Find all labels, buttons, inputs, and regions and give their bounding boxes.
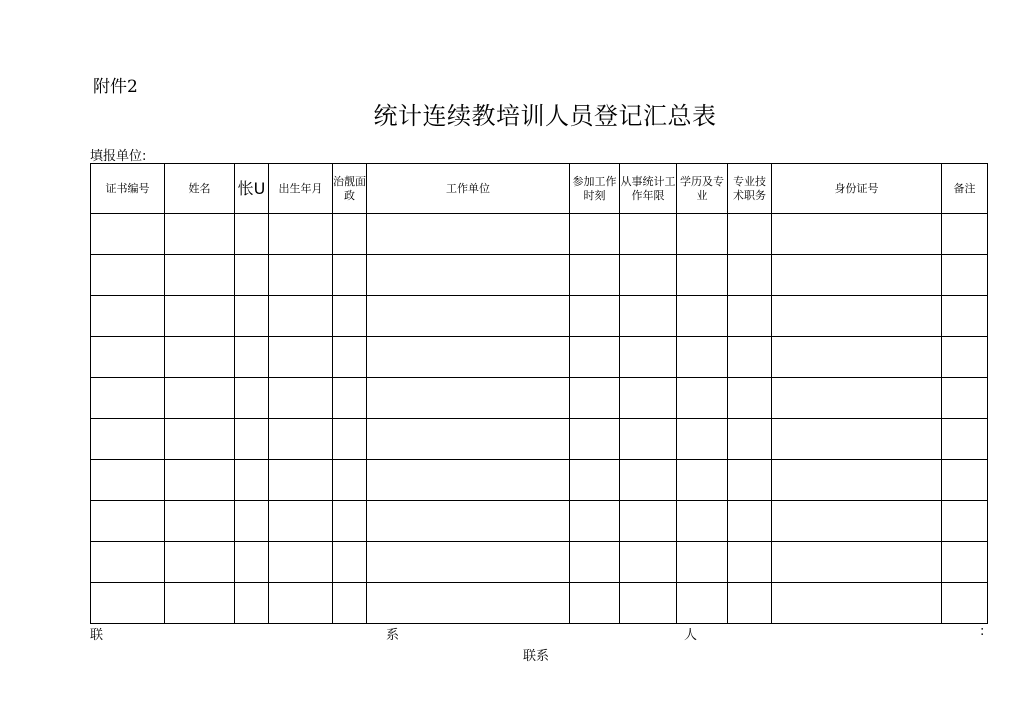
table-cell[interactable] (269, 378, 333, 419)
table-cell[interactable] (677, 214, 728, 255)
table-cell[interactable] (620, 337, 677, 378)
table-cell[interactable] (269, 501, 333, 542)
table-row (91, 378, 988, 419)
table-cell[interactable] (570, 255, 620, 296)
table-cell[interactable] (333, 501, 367, 542)
table-cell[interactable] (333, 419, 367, 460)
table-cell[interactable] (728, 419, 772, 460)
footer-contact-line2: 联系 (523, 649, 550, 664)
table-cell[interactable] (269, 296, 333, 337)
page-title: 统计连续教培训人员登记汇总表 (373, 102, 717, 130)
table-cell[interactable] (367, 255, 570, 296)
table-row (91, 214, 988, 255)
table-cell[interactable] (333, 337, 367, 378)
attachment-label: 附件2 (93, 77, 138, 97)
table-cell[interactable] (620, 419, 677, 460)
table-cell[interactable] (570, 542, 620, 583)
table-row (91, 501, 988, 542)
table-cell[interactable] (269, 337, 333, 378)
header-stat-years: 从事统计工作年限 (620, 164, 677, 214)
table-cell[interactable] (333, 542, 367, 583)
table-cell[interactable] (235, 378, 269, 419)
table-cell[interactable] (772, 378, 942, 419)
table-cell[interactable] (942, 460, 988, 501)
table-cell[interactable] (620, 460, 677, 501)
table-cell[interactable] (728, 583, 772, 624)
table-cell[interactable] (677, 419, 728, 460)
table-cell[interactable] (165, 542, 235, 583)
table-cell[interactable] (570, 296, 620, 337)
table-cell[interactable] (91, 460, 165, 501)
footer-contact-char2: 系 (386, 628, 400, 643)
fill-unit-label: 填报单位: (90, 149, 147, 164)
table-cell[interactable] (165, 419, 235, 460)
table-cell[interactable] (91, 501, 165, 542)
table-cell[interactable] (942, 255, 988, 296)
table-cell[interactable] (620, 255, 677, 296)
table-cell[interactable] (367, 542, 570, 583)
table-cell[interactable] (728, 296, 772, 337)
table-cell[interactable] (772, 255, 942, 296)
table-cell[interactable] (91, 296, 165, 337)
table-cell[interactable] (942, 501, 988, 542)
table-cell[interactable] (620, 542, 677, 583)
table-cell[interactable] (165, 337, 235, 378)
table-cell[interactable] (235, 337, 269, 378)
table-cell[interactable] (165, 378, 235, 419)
table-cell[interactable] (165, 501, 235, 542)
table-row (91, 296, 988, 337)
table-cell[interactable] (91, 255, 165, 296)
table-cell[interactable] (235, 583, 269, 624)
table-cell[interactable] (942, 419, 988, 460)
table-cell[interactable] (620, 501, 677, 542)
table-cell[interactable] (772, 419, 942, 460)
table-cell[interactable] (728, 255, 772, 296)
table-cell[interactable] (333, 296, 367, 337)
header-title: 专业技术职务 (728, 164, 772, 214)
table-row (91, 337, 988, 378)
table-cell[interactable] (942, 378, 988, 419)
table-cell[interactable] (772, 337, 942, 378)
header-name: 姓名 (165, 164, 235, 214)
table-cell[interactable] (677, 501, 728, 542)
table-cell[interactable] (728, 214, 772, 255)
table-cell[interactable] (91, 542, 165, 583)
table-cell[interactable] (367, 296, 570, 337)
header-gender: 怅U (235, 164, 269, 214)
table-cell[interactable] (942, 583, 988, 624)
table-cell[interactable] (367, 583, 570, 624)
header-education: 学历及专业 (677, 164, 728, 214)
table-cell[interactable] (367, 419, 570, 460)
table-cell[interactable] (570, 419, 620, 460)
table-cell[interactable] (677, 460, 728, 501)
registration-table (90, 163, 988, 624)
table-cell[interactable] (165, 214, 235, 255)
table-cell[interactable] (235, 460, 269, 501)
table-cell[interactable] (333, 378, 367, 419)
header-cert-no: 证书编号 (91, 164, 165, 214)
table-cell[interactable] (942, 296, 988, 337)
table-cell[interactable] (367, 378, 570, 419)
table-cell[interactable] (620, 296, 677, 337)
table-cell[interactable] (367, 214, 570, 255)
table-cell[interactable] (570, 501, 620, 542)
table-cell[interactable] (269, 542, 333, 583)
footer-contact-char3: 人 (684, 628, 698, 643)
table-cell[interactable] (677, 337, 728, 378)
table-cell[interactable] (570, 214, 620, 255)
table-cell[interactable] (91, 337, 165, 378)
table-cell[interactable] (91, 419, 165, 460)
table-cell[interactable] (235, 296, 269, 337)
table-cell[interactable] (269, 255, 333, 296)
table-cell[interactable] (235, 255, 269, 296)
table-cell[interactable] (165, 460, 235, 501)
table-cell[interactable] (570, 378, 620, 419)
table-cell[interactable] (772, 583, 942, 624)
table-cell[interactable] (269, 214, 333, 255)
table-row (91, 419, 988, 460)
table-cell[interactable] (165, 583, 235, 624)
table-cell[interactable] (367, 460, 570, 501)
header-work-start: 参加工作时刻 (570, 164, 620, 214)
table-cell[interactable] (333, 583, 367, 624)
table-cell[interactable] (570, 583, 620, 624)
table-cell[interactable] (942, 214, 988, 255)
table-row (91, 542, 988, 583)
table-cell[interactable] (333, 214, 367, 255)
table-header-row (91, 164, 988, 214)
table-cell[interactable] (772, 460, 942, 501)
table-cell[interactable] (728, 460, 772, 501)
table-cell[interactable] (728, 542, 772, 583)
table-cell[interactable] (269, 419, 333, 460)
table-cell[interactable] (235, 419, 269, 460)
table-cell[interactable] (677, 542, 728, 583)
header-remarks: 备注 (942, 164, 988, 214)
table-cell[interactable] (91, 214, 165, 255)
header-workplace: 工作单位 (367, 164, 570, 214)
table-cell[interactable] (235, 542, 269, 583)
table-cell[interactable] (620, 214, 677, 255)
table-cell[interactable] (728, 337, 772, 378)
table-cell[interactable] (772, 501, 942, 542)
table-cell[interactable] (333, 460, 367, 501)
table-cell[interactable] (269, 583, 333, 624)
table-cell[interactable] (235, 501, 269, 542)
table-cell[interactable] (942, 337, 988, 378)
table-cell[interactable] (728, 378, 772, 419)
table-cell[interactable] (677, 296, 728, 337)
table-cell[interactable] (165, 255, 235, 296)
table-cell[interactable] (367, 501, 570, 542)
table-cell[interactable] (677, 255, 728, 296)
table-cell[interactable] (235, 214, 269, 255)
header-birth: 出生年月 (269, 164, 333, 214)
table-cell[interactable] (772, 296, 942, 337)
table-cell[interactable] (570, 337, 620, 378)
table-cell[interactable] (620, 583, 677, 624)
table-cell[interactable] (333, 255, 367, 296)
table-cell[interactable] (772, 214, 942, 255)
table-cell[interactable] (570, 460, 620, 501)
footer-contact-char1: 联 (90, 628, 104, 643)
header-id-no: 身份证号 (772, 164, 942, 214)
table-cell[interactable] (728, 501, 772, 542)
table-row (91, 460, 988, 501)
table-cell[interactable] (772, 542, 942, 583)
table-cell[interactable] (165, 296, 235, 337)
table-cell[interactable] (620, 378, 677, 419)
table-cell[interactable] (942, 542, 988, 583)
table-cell[interactable] (677, 583, 728, 624)
table-cell[interactable] (91, 583, 165, 624)
header-political-status: 治靓面政 (333, 164, 367, 214)
table-row (91, 255, 988, 296)
table-row (91, 583, 988, 624)
table-cell[interactable] (677, 378, 728, 419)
table-cell[interactable] (367, 337, 570, 378)
table-cell[interactable] (269, 460, 333, 501)
footer-contact-colon: : (980, 624, 985, 639)
table-cell[interactable] (91, 378, 165, 419)
